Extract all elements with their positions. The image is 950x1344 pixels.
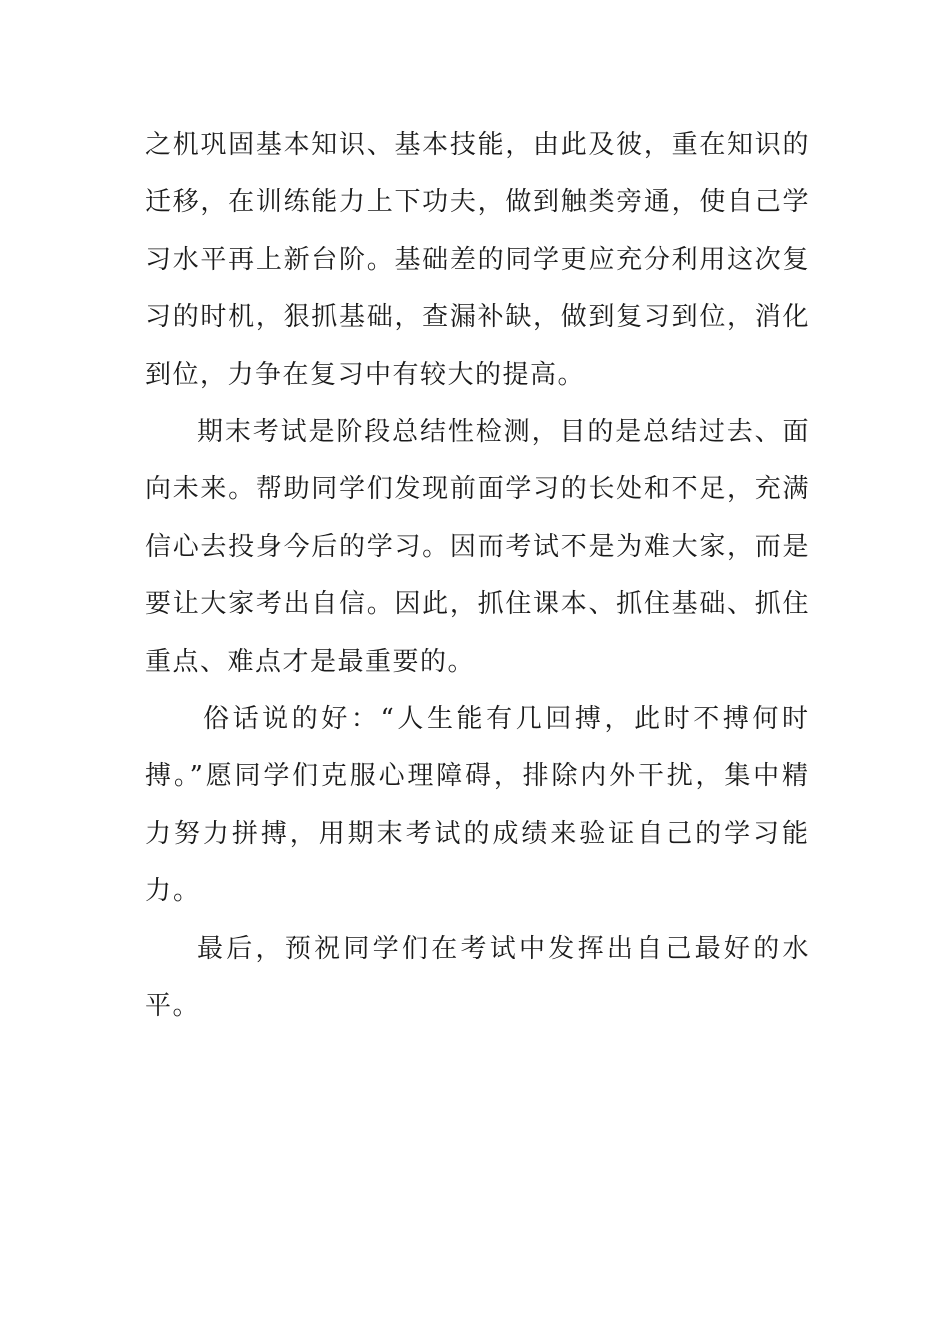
paragraph-closing-wish: 最后，预祝同学们在考试中发挥出自己最好的水平。 — [145, 933, 810, 1022]
paragraph-proverb: 俗话说的好：“人生能有几回搏，此时不搏何时搏。”愿同学们克服心理障碍，排除内外干扰，集中精力努力拼搏，用期末考试的成绩来验证自己的学习能力。 — [145, 704, 810, 907]
document-body — [145, 117, 810, 1036]
paragraph-review-continuation: 之机巩固基本知识、基本技能，由此及彼，重在知识的迁移，在训练能力上下功夫，做到触类旁通，使自己学习水平再上新台阶。基础差的同学更应充分利用这次复习的时机，狠抓基础，查漏补缺，做到复习到位，消化到位，力争在复习中有较大的提高。 — [145, 130, 810, 390]
paragraph-exam-purpose: 期末考试是阶段总结性检测，目的是总结过去、面向未来。帮助同学们发现前面学习的长处和不足，充满信心去投身今后的学习。因而考试不是为难大家，而是要让大家考出自信。因此，抓住课本、抓住基础、抓住重点、难点才是最重要的。 — [145, 417, 810, 677]
